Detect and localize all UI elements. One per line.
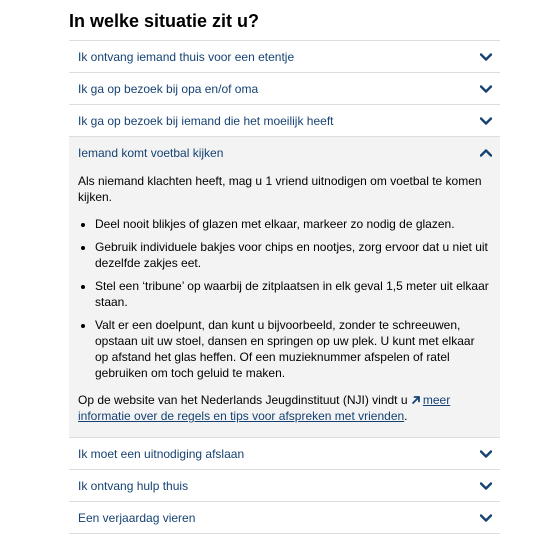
accordion-item-expanded xyxy=(69,137,500,438)
accordion xyxy=(69,40,500,534)
accordion-item xyxy=(69,41,500,73)
accordion-header-etentje[interactable] xyxy=(69,41,500,72)
accordion-title: Een verjaardag vieren xyxy=(78,510,196,525)
panel-intro: Als niemand klachten heeft, mag u 1 vriend uitnodigen om voetbal te komen kijken. xyxy=(78,174,482,204)
accordion-title: Ik ga op bezoek bij iemand die het moeilijk heeft xyxy=(78,113,334,128)
accordion-title: Ik ga op bezoek bij opa en/of oma xyxy=(78,81,259,96)
external-link-icon xyxy=(411,393,421,403)
chevron-up-icon xyxy=(480,147,492,159)
outro-suffix: . xyxy=(404,409,408,423)
accordion-panel xyxy=(69,168,500,437)
accordion-header-verjaardag[interactable] xyxy=(69,502,500,533)
accordion-header-moeilijk[interactable] xyxy=(69,105,500,136)
accordion-header-opa-oma[interactable] xyxy=(69,73,500,104)
accordion-item xyxy=(69,470,500,502)
page-title: In welke situatie zit u? xyxy=(69,11,260,31)
link-text: meer informatie over de regels en tips voor afspreken met vrienden xyxy=(78,393,451,423)
tips-list xyxy=(78,216,491,381)
list-item: • Stel een ‘tribune’ op waarbij de zitplaatsen in elk geval 1,5 meter uit elkaar staan. xyxy=(95,278,491,310)
accordion-item xyxy=(69,73,500,105)
accordion-title: Iemand komt voetbal kijken xyxy=(78,145,224,160)
accordion-item xyxy=(69,438,500,470)
chevron-down-icon xyxy=(480,115,492,127)
list-item: • Valt er een doelpunt, dan kunt u bijvoorbeeld, zonder te schreeuwen, opstaan uit uw stoel, dansen en springen op uw plek. U kunt met elkaar op afstand het glas heffen. Of een muzieknummer afspelen of ratel gebruiken om toch geluid te maken. xyxy=(95,317,491,381)
accordion-header-voetbal[interactable] xyxy=(69,137,500,168)
accordion-title: Ik ontvang hulp thuis xyxy=(78,478,189,493)
chevron-down-icon xyxy=(480,448,492,460)
chevron-down-icon xyxy=(480,480,492,492)
accordion-header-hulp-thuis[interactable] xyxy=(69,470,500,501)
list-item: • Deel nooit blikjes of glazen met elkaar, markeer zo nodig de glazen. xyxy=(95,216,491,232)
accordion-item xyxy=(69,502,500,534)
chevron-down-icon xyxy=(480,83,492,95)
panel-outro xyxy=(78,392,491,424)
accordion-item xyxy=(69,105,500,137)
chevron-down-icon xyxy=(480,512,492,524)
outro-text: Op de website van het Nederlands Jeugdinstituut (NJI) vindt u xyxy=(78,393,411,407)
accordion-header-afslaan[interactable] xyxy=(69,438,500,469)
accordion-title: Ik ontvang iemand thuis voor een etentje xyxy=(78,49,295,64)
accordion-title: Ik moet een uitnodiging afslaan xyxy=(78,446,245,461)
list-item: • Gebruik individuele bakjes voor chips en nootjes, zorg ervoor dat u niet uit dezelfde zakjes eet. xyxy=(95,239,491,271)
chevron-down-icon xyxy=(480,51,492,63)
